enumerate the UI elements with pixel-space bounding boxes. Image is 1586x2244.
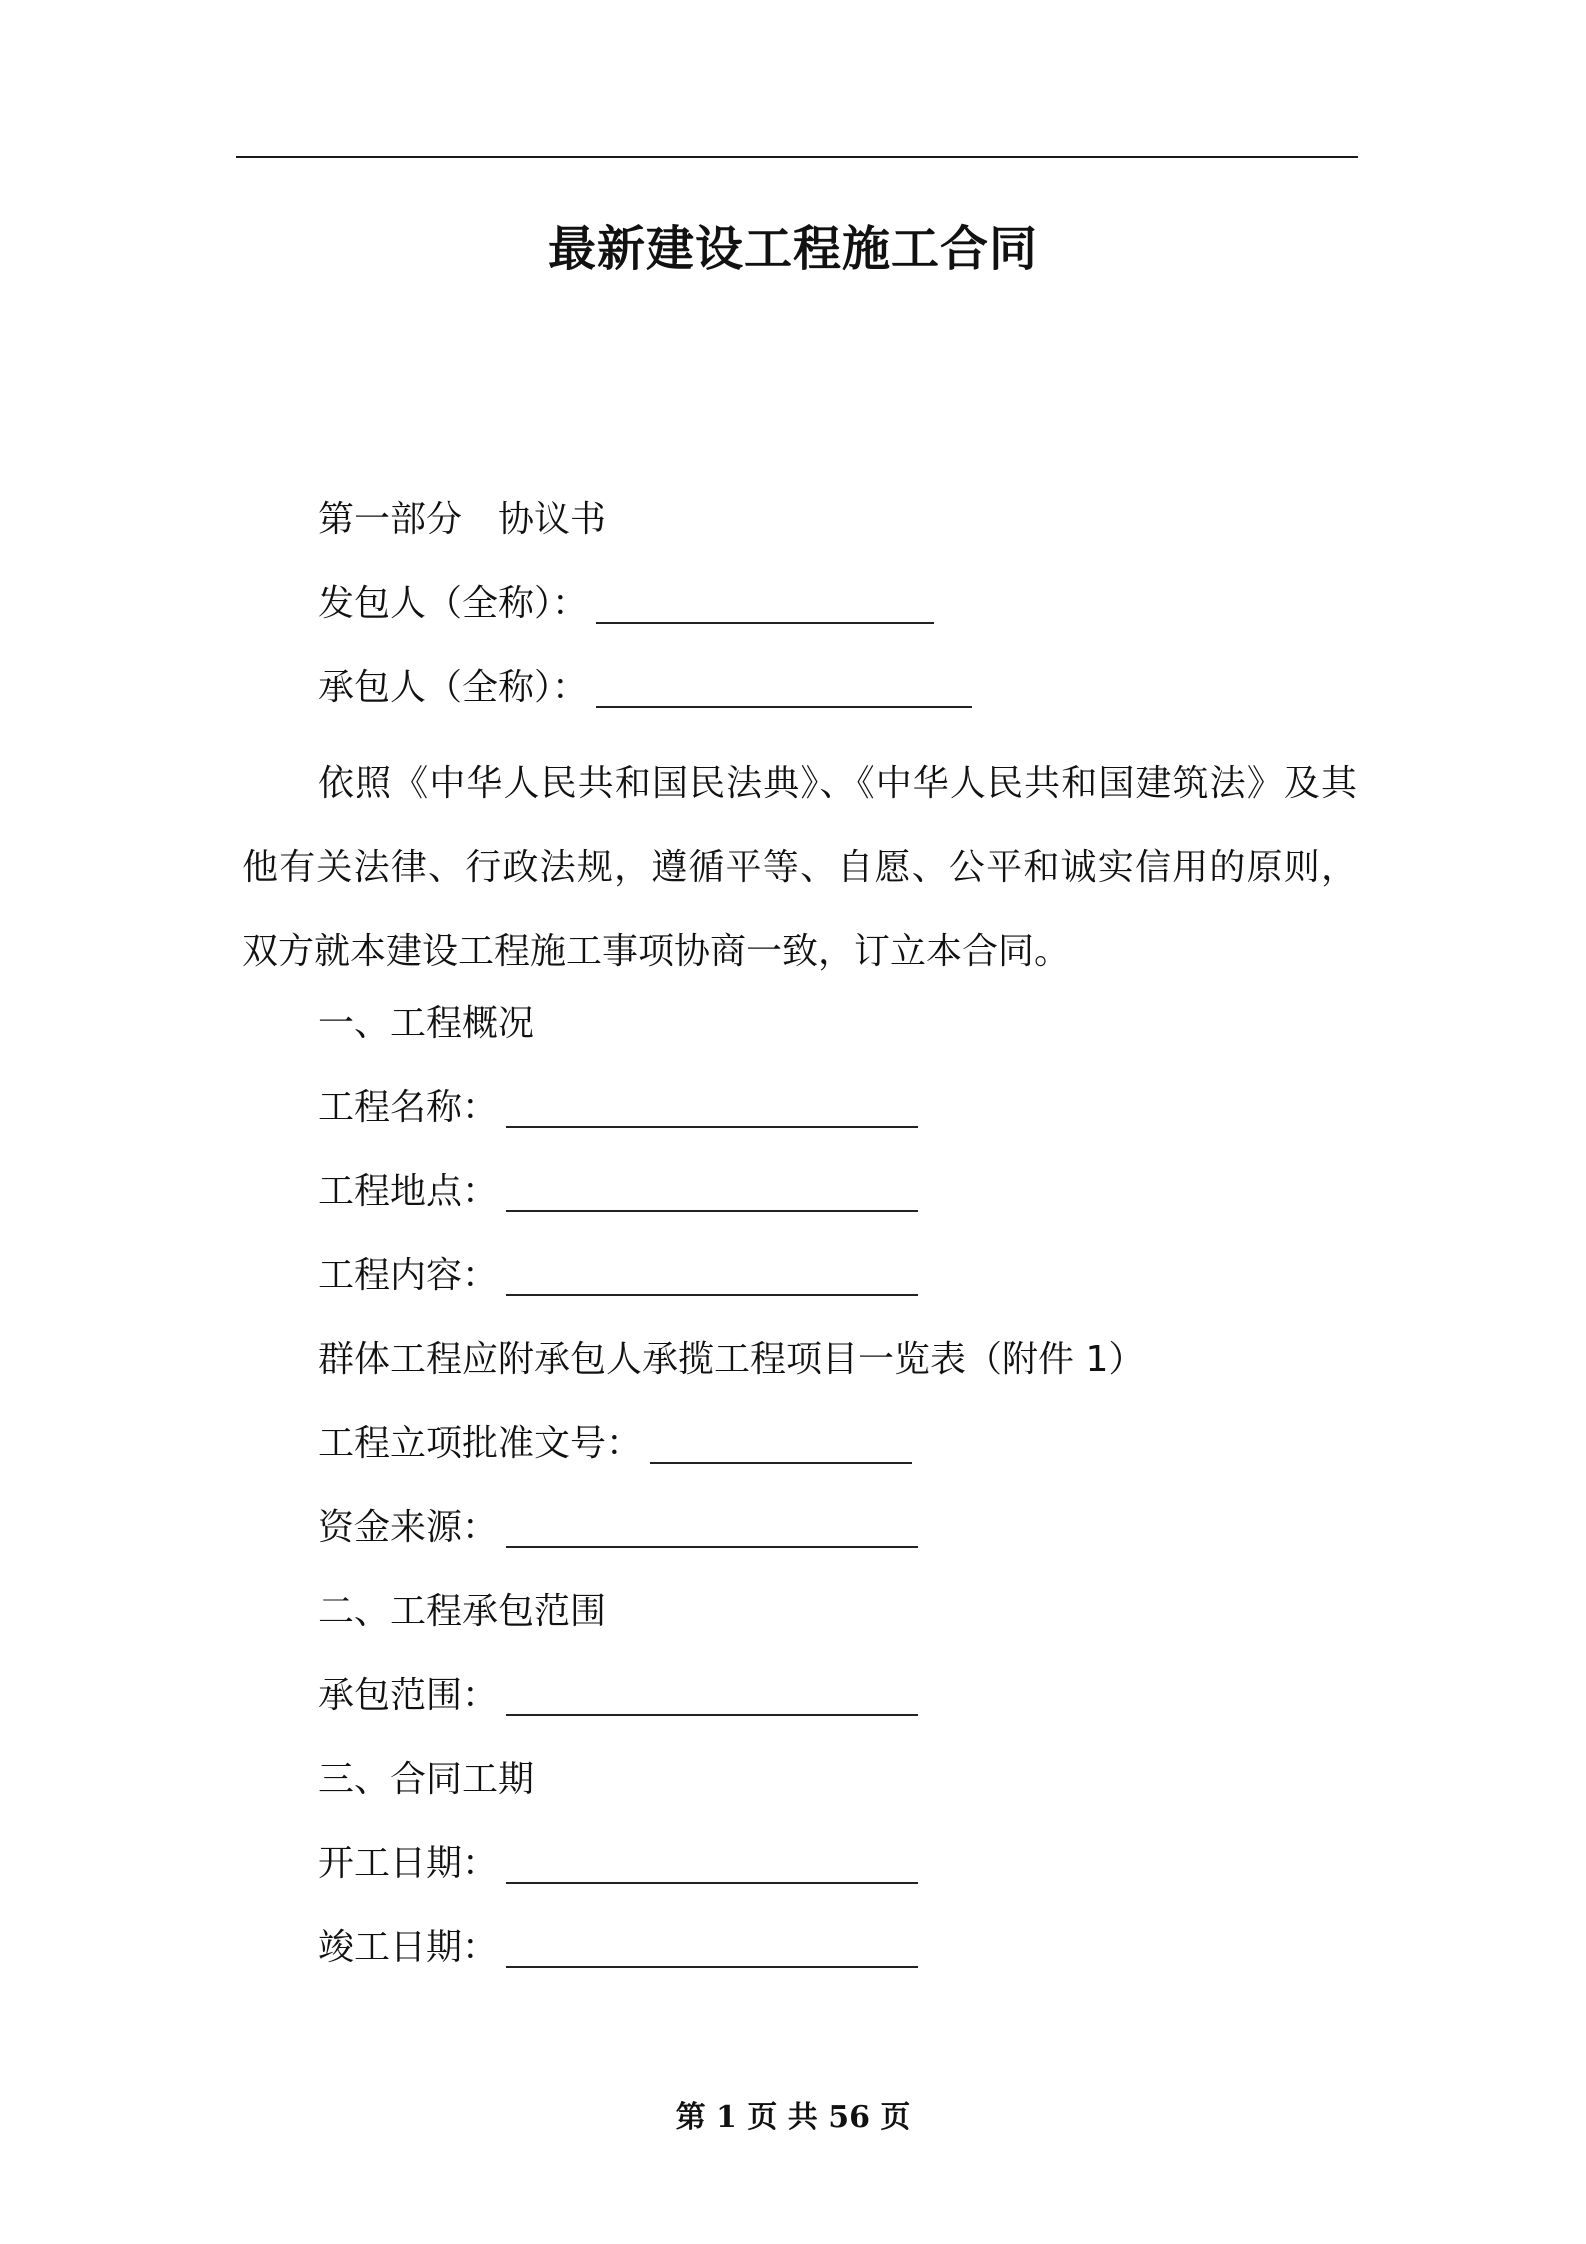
page-indicator: 第 1 页 共 56 页 [675,2100,911,2135]
intro-line: 依照《中华人民共和国民法典》、《中华人民共和国建筑法》及其 [318,763,1357,804]
project-content-row [318,1246,918,1306]
section-one-heading: 一、工程概况 [318,1003,535,1044]
scope-blank [506,1666,918,1716]
funding-source-blank [506,1498,918,1548]
section-three-heading: 三、合同工期 [318,1759,535,1800]
scope-label: 承包范围： [318,1675,499,1716]
approval-doc-label: 工程立项批准文号： [318,1423,643,1464]
contractor-blank [596,658,972,708]
part-heading: 第一部分 协议书 [318,499,607,540]
project-name-blank [506,1078,918,1128]
employer-label: 发包人（全称）： [318,583,589,624]
start-date-blank [506,1834,918,1884]
project-location-label: 工程地点： [318,1171,499,1212]
start-date-label: 开工日期： [318,1843,499,1884]
project-content-blank [506,1246,918,1296]
employer-row [318,574,934,634]
approval-doc-row [318,1414,912,1474]
project-location-blank [506,1162,918,1212]
contractor-row [318,658,972,718]
project-content-label: 工程内容： [318,1255,499,1296]
funding-source-label: 资金来源： [318,1507,499,1548]
document-title: 最新建设工程施工合同 [547,221,1038,277]
project-name-row [318,1078,918,1138]
scope-row [318,1666,918,1726]
funding-source-row [318,1498,918,1558]
intro-paragraph [242,742,1357,994]
approval-doc-blank [650,1414,912,1464]
header-rule [236,156,1358,158]
start-date-row [318,1834,918,1894]
completion-date-label: 竣工日期： [318,1927,499,1968]
section-two-heading: 二、工程承包范围 [318,1591,607,1632]
contractor-label: 承包人（全称）： [318,667,589,708]
project-location-row [318,1162,918,1222]
project-name-label: 工程名称： [318,1087,499,1128]
completion-date-blank [506,1918,918,1968]
intro-line: 双方就本建设工程施工事项协商一致，订立本合同。 [242,931,1071,972]
intro-line: 他有关法律、行政法规，遵循平等、自愿、公平和诚实信用的原则， [242,847,1357,888]
employer-blank [596,574,934,624]
group-project-note: 群体工程应附承包人承揽工程项目一览表（附件 1） [318,1339,1145,1380]
completion-date-row [318,1918,918,1978]
